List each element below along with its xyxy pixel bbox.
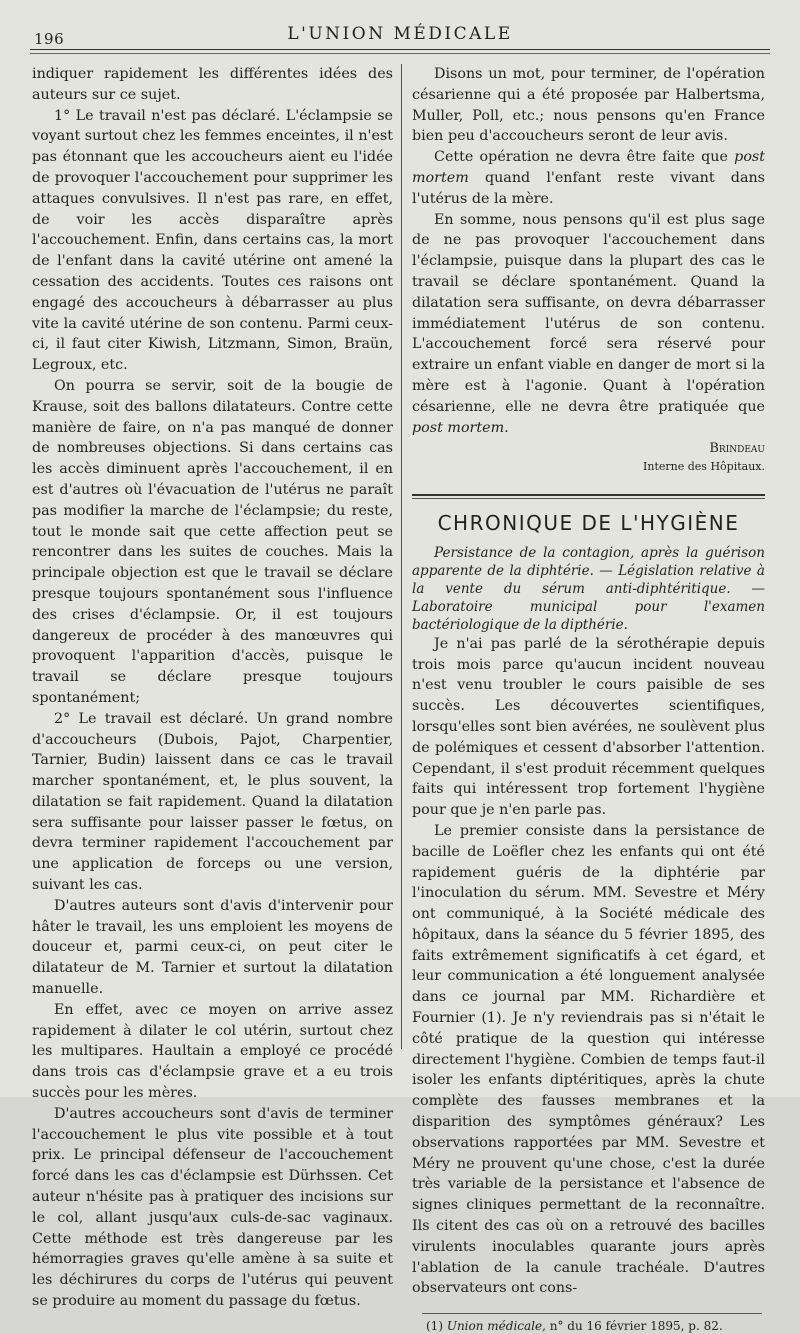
signature-block [412,439,765,478]
text-run: quand l'enfant reste vivant dans l'utérus de la mère. [412,169,766,207]
right-paragraph: Je n'ai pas parlé de la sérothérapie depuis trois mois parce qu'aucun incident nouveau n'est venu troubler le cours paisible de ses succès. Les découvertes scientifiques, lorsqu'elles sont bien avérées, ne soulèvent plus de polémiques et cessent d'absorber l'attention. Cependant, il s'est produit récemment quelques faits qui intéressent trop fortement l'hygiène pour que je n'en parle pas. [412,635,765,819]
right-paragraph [412,147,765,209]
column-divider [401,64,402,1049]
section-rule-thin [412,498,765,499]
signature-name: Brindeau [709,441,765,457]
signature-role: Interne des Hôpitaux. [643,460,765,474]
footnote-rule [422,1313,762,1314]
right-paragraph [412,210,765,439]
italic-run: post mortem [412,149,766,186]
left-paragraph: D'autres auteurs sont d'avis d'intervenir pour hâter le travail, les uns emploient les moyens de douceur et, parmi ceux-ci, on peut citer le dilatateur de M. Tarnier et surtout la dilatation manuelle. [32,897,393,998]
footnote-journal: Union médicale [446,1319,543,1334]
footnote [412,1318,765,1334]
right-paragraph: Le premier consiste dans la persistance de bacille de Loëfler chez les enfants qui ont été rapidement guéris de la diphtérie par l'inoculation du sérum. MM. Sevestre et Méry ont communiqué, à la Société médicale des hôpitaux, dans la séance du 5 février 1895, des faits extrêmement significatifs à cet égard, et leur communication a été longuement analysée dans ce journal par MM. Richardière et Fournier (1). Je n'y reviendrais pas si n'était le côté pratique de la question qui intéresse directement l'hygiène. Combien de temps faut-il isoler les enfants diptéritiques, après la chute complète des fausses membranes et la disparition des symptômes généraux? Les observations rapportées par MM. Sevestre et Méry ne prouvent qu'une chose, c'est la durée très variable de la persistance et l'absence de signes cliniques permettant de la reconnaître. Ils citent des cas où on a retrouvé des bacilles virulents inoculables quarante jours après l'ablation de la canule trachéale. D'autres observateurs ont cons- [412,822,765,1297]
left-column [32,64,393,1312]
page-header [30,20,770,50]
italic-run: post mortem. [412,419,509,436]
left-paragraph: 1° Le travail n'est pas déclaré. L'éclampsie se voyant surtout chez les femmes enceintes, il n'est pas étonnant que les accoucheurs aient eu l'idée de provoquer l'accouchement pour supprimer les attaques convulsives. Il n'est pas rare, en effet, de voir les accès disparaître après l'accouchement. Enfin, dans certains cas, la mort de l'enfant dans la cavité utérine ont amené la cessation des accidents. Toutes ces raisons ont engagé des accoucheurs à débarrasser au plus vite la cavité utérine de son contenu. Parmi ceux-ci, il faut citer Kiwish, Litzmann, Simon, Braün, Legroux, etc. [32,107,393,374]
text-run: Cette opération ne devra être faite que [434,149,728,166]
footnote-number: (1) [426,1319,443,1334]
left-paragraph: D'autres accoucheurs sont d'avis de terminer l'accouchement le plus vite possible et à tout prix. Le principal défenseur de l'accouchement forcé dans les cas d'éclampsie est Dürhssen. Cet auteur n'hésite pas à pratiquer des incisions sur le col, allant jusqu'aux culs-de-sac vaginaux. Cette méthode est très dangereuse par les hémorragies graves qu'elle amène à sa suite et les déchirures du corps de l'utérus qui peuvent se produire au moment du passage du fœtus. [32,1105,393,1310]
section-subtitle: Persistance de la contagion, après la guérison apparente de la diphtérie. — Législation relative à la vente du sérum anti-diphtéritique. — Laboratoire municipal pour l'examen bactériologique de la dipthérie. [412,544,765,633]
left-paragraph: indiquer rapidement les différentes idées des auteurs sur ce sujet. [32,66,393,103]
header-rule [30,49,770,50]
left-paragraph: On pourra se servir, soit de la bougie de Krause, soit des ballons dilatateurs. Contre cette manière de faire, on n'a pas manqué de donner de nombreuses objections. Si dans certains cas les accès diminuent après l'accouchement, il en est d'autres où l'évacuation de l'utérus ne paraît pas modifier la marche de l'éclampsie; du reste, tout le monde sait que cette affection peut se rencontrer dans les suites de couches. Mais la principale objection est que le travail se déclare presque toujours spontanément sous l'influence des crises d'éclampsie. Or, il est toujours dangereux de procéder à des manœuvres qui provoquent l'apparition d'accès, puisque le travail se déclare presque toujours spontanément; [32,377,393,706]
left-paragraph: En effet, avec ce moyen on arrive assez rapidement à dilater le col utérin, surtout chez les multipares. Haultain a employé ce procédé dans trois cas d'éclampsie grave et a eu trois succès pour les mères. [32,1001,393,1102]
section-title: CHRONIQUE DE L'HYGIÈNE [437,510,740,535]
header-rule-thin [30,53,770,54]
left-paragraph: 2° Le travail est déclaré. Un grand nombre d'accoucheurs (Dubois, Pajot, Charpentier, Tarnier, Budin) laissent dans ce cas le travail marcher spontanément, et, le plus souvent, la dilatation se fait rapidement. Quand la dilatation sera suffisante pour laisser passer le fœtus, on devra terminer rapidement l'accouchement par une application de forceps ou une version, suivant les cas. [32,710,393,894]
right-paragraph: Disons un mot, pour terminer, de l'opération césarienne qui a été proposée par Halbertsma, Muller, Poll, etc.; nous pensons qu'en France bien peu d'accoucheurs seront de leur avis. [412,66,765,145]
footnote-text: , n° du 16 février 1895, p. 82. [542,1319,723,1334]
section-rule [412,494,765,496]
page-number: 196 [34,30,65,48]
right-column [412,64,765,1334]
text-run: En somme, nous pensons qu'il est plus sage de ne pas provoquer l'accouchement dans l'éclampsie, puisque dans la plupart des cas le travail se déclare spontanément. Quand la dilatation sera suffisante, on devra débarrasser immédiatement l'utérus de son contenu. L'accouchement forcé sera réservé pour extraire un enfant viable en danger de mort si la mère est à l'agonie. Quant à l'opération césarienne, elle ne devra être pratiquée que [412,211,765,415]
journal-title: L'UNION MÉDICALE [287,24,513,44]
